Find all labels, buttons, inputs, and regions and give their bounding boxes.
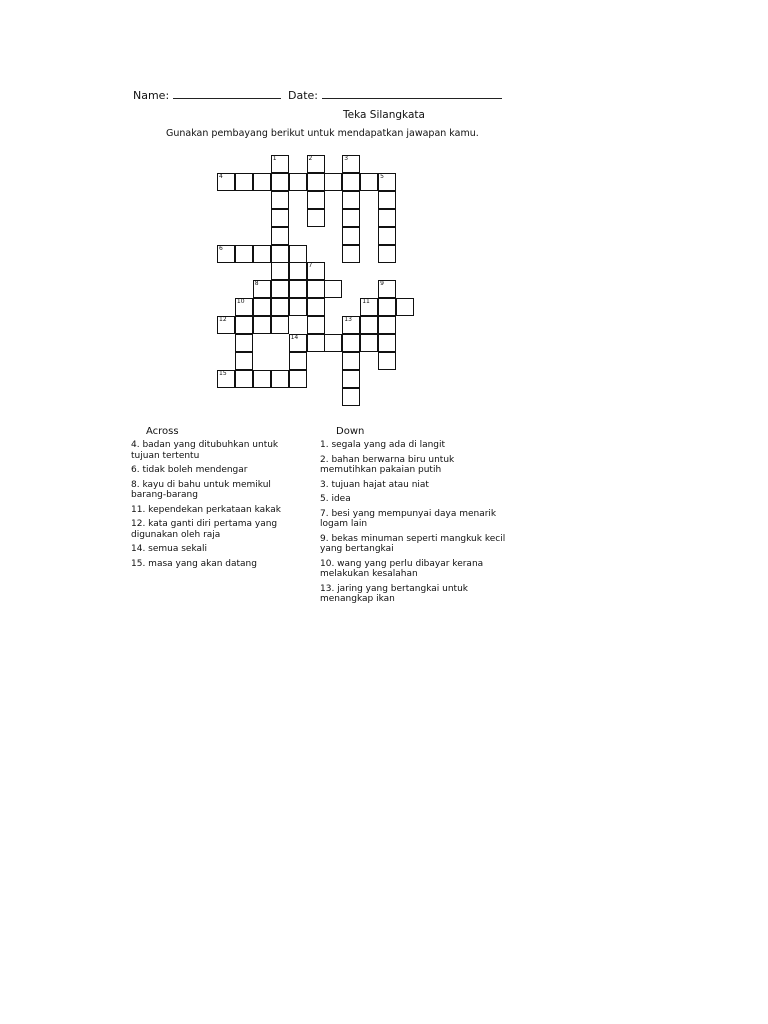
- grid-cell[interactable]: [342, 245, 360, 263]
- across-clue: 12. kata ganti diri pertama yang digunakan oleh raja: [131, 519, 278, 540]
- grid-cell[interactable]: [235, 352, 253, 370]
- down-clue: 10. wang yang perlu dibayar kerana melakukan kesalahan: [320, 558, 484, 579]
- clue-number: 4: [219, 172, 223, 180]
- down-heading: Down: [336, 426, 365, 437]
- down-clue: 13. jaring yang bertangkai untuk menangkap ikan: [320, 583, 468, 604]
- down-clue: 2. bahan berwarna biru untuk memutihkan pakaian putih: [320, 454, 455, 475]
- grid-cell[interactable]: [307, 298, 325, 316]
- grid-cell[interactable]: [217, 245, 235, 263]
- clue-number: 15: [219, 369, 227, 377]
- grid-cell[interactable]: [271, 370, 289, 388]
- clue-number: 10: [236, 298, 245, 306]
- grid-cell[interactable]: [307, 155, 325, 173]
- grid-cell[interactable]: [378, 352, 396, 370]
- grid-cell[interactable]: [342, 209, 360, 227]
- grid-cell[interactable]: [342, 155, 360, 173]
- grid-cell[interactable]: [253, 298, 271, 316]
- clue-number: 14: [290, 334, 299, 341]
- grid-cell[interactable]: [289, 173, 307, 191]
- grid-cell[interactable]: [342, 370, 360, 388]
- instruction-text: Gunakan pembayang berikut untuk mendapatkan jawapan kamu.: [166, 128, 479, 139]
- across-clue: 8. kayu di bahu untuk memikul barang-barang: [131, 479, 271, 500]
- date-label: Date:: [288, 89, 318, 102]
- grid-cell[interactable]: [360, 298, 378, 316]
- grid-cell[interactable]: [271, 155, 289, 173]
- grid-cell[interactable]: [235, 245, 253, 263]
- grid-cell[interactable]: [342, 352, 360, 370]
- grid-cell[interactable]: [253, 280, 271, 298]
- grid-cell[interactable]: [342, 388, 360, 406]
- grid-cell[interactable]: [342, 334, 360, 352]
- name-label: Name:: [133, 89, 170, 102]
- grid-cell[interactable]: [235, 316, 253, 334]
- grid-cell[interactable]: [235, 334, 253, 352]
- clue-number: 11: [362, 298, 370, 306]
- grid-cell[interactable]: [378, 245, 396, 263]
- grid-cell[interactable]: [342, 227, 360, 245]
- grid-cell[interactable]: [360, 316, 378, 334]
- name-field: [133, 88, 281, 102]
- clue-number: 3: [344, 155, 349, 162]
- grid-cell[interactable]: [378, 298, 396, 316]
- grid-cell[interactable]: [342, 316, 360, 334]
- grid-cell[interactable]: [271, 298, 289, 316]
- across-clue: 14. semua sekali: [131, 544, 208, 554]
- grid-cell[interactable]: [378, 191, 396, 209]
- across-clue: 15. masa yang akan datang: [131, 558, 257, 569]
- grid-cell[interactable]: [378, 334, 396, 352]
- down-clue-list: [320, 440, 510, 609]
- grid-cell[interactable]: [235, 298, 253, 316]
- grid-cell[interactable]: [289, 298, 307, 316]
- name-blank-line[interactable]: [173, 88, 281, 99]
- down-clue: 1. segala yang ada di langit: [320, 440, 446, 450]
- page-title: Teka Silangkata: [343, 109, 425, 121]
- across-clue: 11. kependekan perkataan kakak: [131, 504, 281, 515]
- clue-number: 9: [380, 280, 384, 288]
- grid-cell[interactable]: [378, 209, 396, 227]
- grid-cell[interactable]: [271, 280, 289, 298]
- grid-cell[interactable]: [217, 316, 235, 334]
- grid-cell[interactable]: [271, 262, 289, 280]
- grid-cell[interactable]: [289, 334, 307, 352]
- clue-number: 6: [219, 244, 223, 252]
- grid-cell[interactable]: [324, 280, 342, 298]
- grid-cell[interactable]: [271, 316, 289, 334]
- grid-cell[interactable]: [271, 245, 289, 263]
- across-clue: 6. tidak boleh mendengar: [131, 465, 248, 475]
- clue-number: 13: [344, 316, 352, 324]
- grid-cell[interactable]: [253, 245, 271, 263]
- grid-cell[interactable]: [217, 370, 235, 388]
- grid-cell[interactable]: [378, 280, 396, 298]
- across-clue-list: [131, 440, 291, 573]
- grid-cell[interactable]: [235, 173, 253, 191]
- date-blank-line[interactable]: [322, 88, 502, 99]
- clue-number: 2: [308, 155, 313, 162]
- grid-cell[interactable]: [360, 173, 378, 191]
- down-clue: 3. tujuan hajat atau niat: [320, 479, 429, 490]
- grid-cell[interactable]: [378, 227, 396, 245]
- across-clue: 4. badan yang ditubuhkan untuk tujuan tertentu: [131, 440, 279, 461]
- grid-cell[interactable]: [378, 173, 396, 191]
- grid-cell[interactable]: [217, 173, 235, 191]
- grid-cell[interactable]: [289, 280, 307, 298]
- date-field: [288, 88, 502, 102]
- grid-cell[interactable]: [271, 173, 289, 191]
- grid-cell[interactable]: [307, 334, 325, 352]
- grid-cell[interactable]: [271, 209, 289, 227]
- clue-number: 5: [380, 172, 384, 180]
- grid-cell[interactable]: [289, 370, 307, 388]
- down-clue: 9. bekas minuman seperti mangkuk kecil yang bertangkai: [320, 533, 506, 554]
- grid-cell[interactable]: [307, 173, 325, 191]
- grid-cell[interactable]: [253, 173, 271, 191]
- grid-cell[interactable]: [378, 316, 396, 334]
- clue-number: 8: [254, 280, 259, 288]
- grid-cell[interactable]: [342, 191, 360, 209]
- grid-cell[interactable]: [253, 370, 271, 388]
- grid-cell[interactable]: [307, 191, 325, 209]
- clue-number: 7: [308, 262, 313, 270]
- grid-cell[interactable]: [253, 316, 271, 334]
- grid-cell[interactable]: [289, 262, 307, 280]
- clue-number: 12: [219, 316, 227, 324]
- grid-cell[interactable]: [360, 334, 378, 352]
- grid-cell[interactable]: [324, 173, 342, 191]
- grid-cell[interactable]: [307, 280, 325, 298]
- grid-cell[interactable]: [307, 316, 325, 334]
- clue-number: 1: [272, 155, 277, 162]
- grid-cell[interactable]: [342, 173, 360, 191]
- grid-cell[interactable]: [235, 370, 253, 388]
- grid-cell[interactable]: [396, 298, 414, 316]
- across-heading: Across: [146, 426, 179, 437]
- grid-cell[interactable]: [271, 227, 289, 245]
- grid-cell[interactable]: [271, 191, 289, 209]
- grid-cell[interactable]: [324, 334, 342, 352]
- down-clue: 7. besi yang mempunyai daya menarik logam lain: [320, 508, 497, 529]
- grid-cell[interactable]: [307, 262, 325, 280]
- grid-cell[interactable]: [307, 209, 325, 227]
- down-clue: 5. idea: [320, 494, 351, 504]
- grid-cell[interactable]: [289, 245, 307, 263]
- grid-cell[interactable]: [289, 352, 307, 370]
